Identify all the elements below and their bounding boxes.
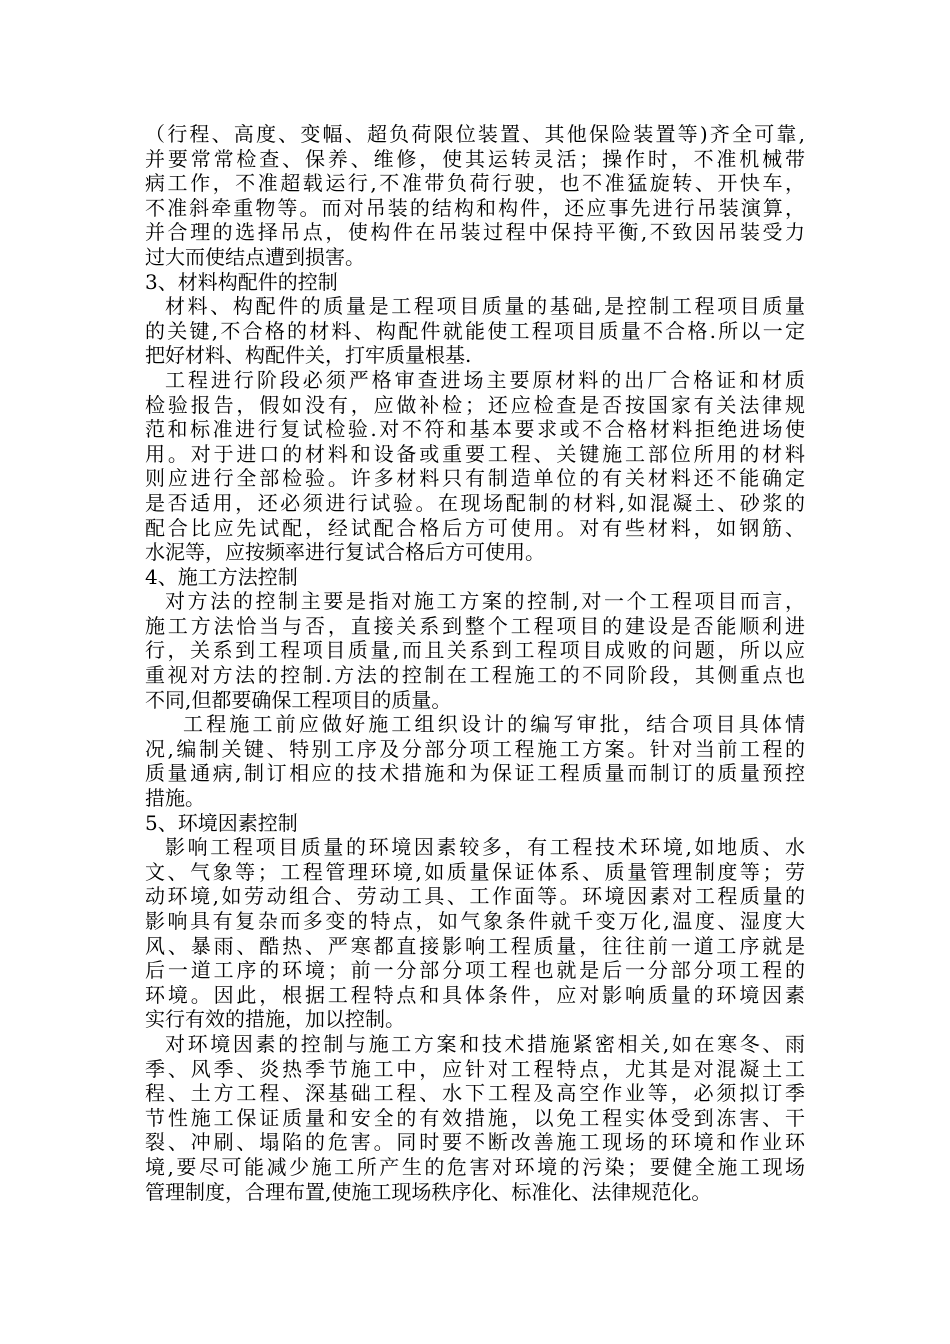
paragraph-line: 用。对于进口的材料和设备或重要工程、关键施工部位所用的材料	[145, 441, 805, 466]
paragraph-line: 管理制度，合理布置,使施工现场秩序化、标准化、法律规范化。	[145, 1179, 712, 1204]
section-heading	[145, 565, 805, 590]
paragraph-line: 动环境,如劳动组合、劳动工具、工作面等。环境因素对工程质量的	[145, 884, 805, 909]
paragraph-line: 重视对方法的控制.方法的控制在工程施工的不同阶段，其侧重点也	[145, 663, 805, 688]
paragraph-line: 的关键,不合格的材料、构配件就能使工程项目质量不合格.所以一定	[145, 318, 805, 343]
paragraph-line: 则应进行全部检验。许多材料只有制造单位的有关材料还不能确定	[145, 466, 805, 491]
paragraph-line: 文、气象等；工程管理环境,如质量保证体系、质量管理制度等；劳	[145, 859, 805, 884]
paragraph-line: 裂、冲刷、塌陷的危害。同时要不断改善施工现场的环境和作业环	[145, 1130, 805, 1155]
paragraph-line: 不同,但都要确保工程项目的质量。	[145, 687, 452, 712]
paragraph-line: 对环境因素的控制与施工方案和技术措施紧密相关,如在寒冬、雨	[165, 1031, 805, 1056]
document-page	[145, 122, 805, 1204]
body-paragraph	[145, 294, 805, 368]
paragraph-line: 行，关系到工程项目质量,而且关系到工程项目成败的问题，所以应	[145, 638, 805, 663]
paragraph-line: 工程进行阶段必须严格审查进场主要原材料的出厂合格证和材质	[165, 367, 805, 392]
body-paragraph	[145, 368, 805, 565]
paragraph-line: 是否适用，还必须进行试验。在现场配制的材料,如混凝土、砂浆的	[145, 490, 805, 515]
body-paragraph	[145, 589, 805, 712]
body-paragraph	[145, 1032, 805, 1204]
heading-text: 4、施工方法控制	[145, 564, 298, 589]
body-paragraph	[145, 835, 805, 1032]
paragraph-line: 工程施工前应做好施工组织设计的编写审批，结合项目具体情	[183, 712, 805, 737]
paragraph-line: 对方法的控制主要是指对施工方案的控制,对一个工程项目而言，	[165, 589, 805, 614]
paragraph-line: 不准斜牵重物等。而对吊装的结构和构件，还应事先进行吊装演算，	[145, 195, 805, 220]
section-heading	[145, 270, 805, 295]
paragraph-line: 环境。因此，根据工程特点和具体条件，应对影响质量的环境因素	[145, 982, 805, 1007]
paragraph-line: 影响具有复杂而多变的特点，如气象条件就千变万化,温度、湿度大	[145, 909, 805, 933]
paragraph-line: 范和标准进行复试检验.对不符和基本要求或不合格材料拒绝进场使	[145, 417, 805, 442]
paragraph-line: 质量通病,制订相应的技术措施和为保证工程质量而制订的质量预控	[145, 761, 805, 786]
body-paragraph	[145, 122, 805, 270]
paragraph-line: （行程、高度、变幅、超负荷限位装置、其他保险装置等)齐全可靠,	[145, 122, 805, 146]
paragraph-line: 节性施工保证质量和安全的有效措施，以免工程实体受到冻害、干	[145, 1105, 805, 1130]
paragraph-line: 境,要尽可能减少施工所产生的危害对环境的污染；要健全施工现场	[145, 1154, 805, 1179]
paragraph-line: 施工方法恰当与否，直接关系到整个工程项目的建设是否能顺利进	[145, 613, 805, 638]
paragraph-line: 材料、构配件的质量是工程项目质量的基础,是控制工程项目质量	[165, 294, 805, 319]
paragraph-line: 季、风季、炎热季节施工中，应针对工程特点，尤其是对混凝土工	[145, 1056, 805, 1081]
paragraph-line: 配合比应先试配，经试配合格后方可使用。对有些材料，如钢筋、	[145, 515, 805, 540]
paragraph-line: 影响工程项目质量的环境因素较多，有工程技术环境,如地质、水	[165, 835, 805, 860]
paragraph-line: 后一道工序的环境；前一分部分项工程也就是后一分部分项工程的	[145, 958, 805, 983]
paragraph-line: 风、暴雨、酷热、严寒都直接影响工程质量，往往前一道工序就是	[145, 933, 805, 958]
paragraph-line: 程、土方工程、深基础工程、水下工程及高空作业等，必须拟订季	[145, 1081, 805, 1106]
paragraph-line: 病工作，不准超载运行,不准带负荷行驶，也不准猛旋转、开快车，	[145, 171, 805, 196]
paragraph-line: 并合理的选择吊点，使构件在吊装过程中保持平衡,不致因吊装受力	[145, 220, 805, 245]
paragraph-line: 检验报告，假如没有，应做补检；还应检查是否按国家有关法律规	[145, 392, 805, 417]
heading-text: 3、材料构配件的控制	[145, 269, 338, 294]
heading-text: 5、环境因素控制	[145, 810, 298, 835]
paragraph-line: 措施。	[145, 786, 205, 811]
paragraph-line: 过大而使结点遭到损害。	[145, 244, 365, 269]
paragraph-line: 况,编制关键、特别工序及分部分项工程施工方案。针对当前工程的	[145, 736, 805, 761]
paragraph-line: 水泥等，应按频率进行复试合格后方可使用。	[145, 540, 545, 565]
paragraph-line: 并要常常检查、保养、维修，使其运转灵活；操作时，不准机械带	[145, 146, 805, 171]
paragraph-line: 把好材料、构配件关，打牢质量根基.	[145, 343, 472, 368]
body-paragraph	[145, 712, 805, 810]
paragraph-line: 实行有效的措施，加以控制。	[145, 1007, 405, 1032]
section-heading	[145, 811, 805, 836]
